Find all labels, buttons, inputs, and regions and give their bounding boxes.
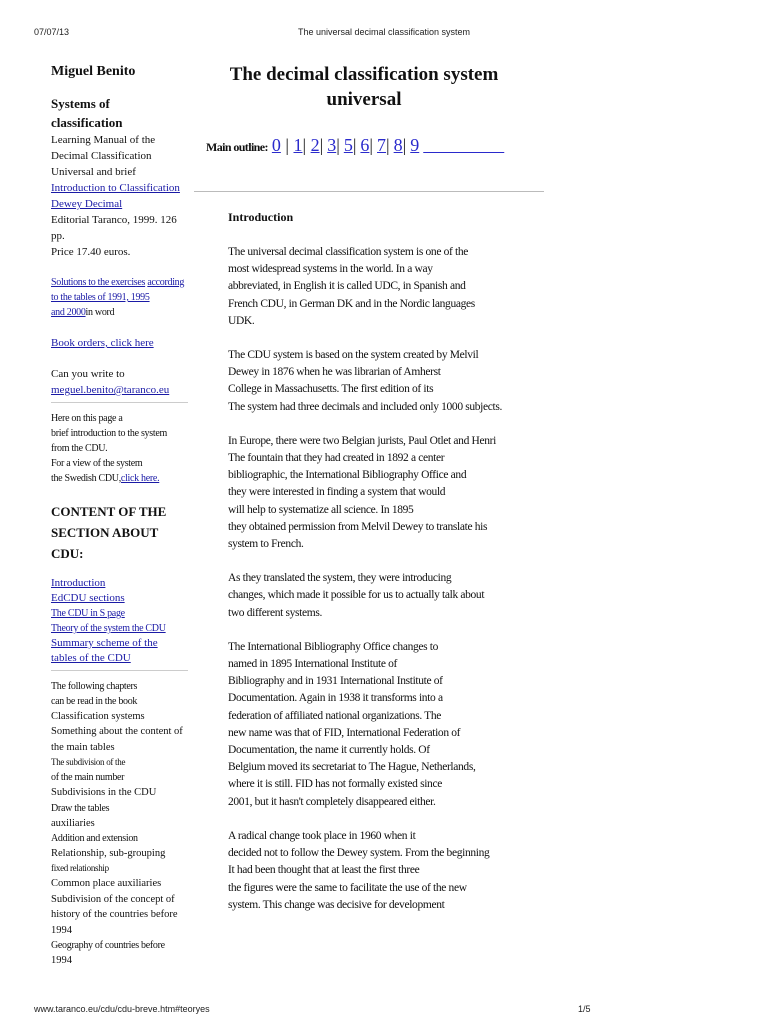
sidebar <box>51 62 186 968</box>
outline-separator: | <box>280 135 294 155</box>
page-intro <box>51 411 186 486</box>
paragraph <box>228 570 485 622</box>
chapters-list <box>51 679 186 968</box>
chapter-line: Subdivisions in the CDU <box>51 787 157 799</box>
chapter-line: 1994 <box>51 924 72 936</box>
book-desc-line: Universal and brief <box>51 166 136 178</box>
chapter-line: Classification systems <box>51 711 145 722</box>
chapter-line: Something about the content of <box>51 726 183 738</box>
chapter-line: Geography of countries before <box>51 940 165 952</box>
section-link-tables[interactable]: tables of the CDU <box>51 652 131 664</box>
chapter-line: fixed relationship <box>51 863 109 874</box>
paragraph-line: where it is still. FID has not formally existed since <box>228 778 442 791</box>
chapter-line: Subdivision of the concept of <box>51 893 175 905</box>
chapter-line: the main tables <box>51 741 115 753</box>
divider <box>51 670 188 671</box>
outline-link-8[interactable]: 8 <box>393 135 403 155</box>
paragraph-line: Belgium moved its secretariat to The Hague, Netherlands, <box>228 761 476 774</box>
book-title-line: classification <box>51 115 123 130</box>
outline-link-1[interactable]: 1 <box>293 135 303 155</box>
outline-separator: | <box>369 135 374 155</box>
chapter-line: The following chapters <box>51 681 138 692</box>
section-link-theory[interactable]: Theory of the system the CDU <box>51 623 166 634</box>
outline-link-5[interactable]: 5 <box>343 135 353 155</box>
section-link-summary[interactable]: Summary scheme of the <box>51 637 158 649</box>
content-heading-line: SECTION ABOUT <box>51 525 159 540</box>
outline-separator: | <box>352 135 357 155</box>
book-desc-link[interactable]: Introduction to Classification <box>51 182 180 194</box>
publisher-line: pp. <box>51 230 65 242</box>
dewey-decimal-link[interactable]: Dewey Decimal <box>51 198 123 210</box>
book-description <box>51 132 186 260</box>
page-intro-line: from the CDU. <box>51 443 108 454</box>
chapter-line: of the main number <box>51 772 125 784</box>
paragraph <box>228 639 476 811</box>
chapter-line: 1994 <box>51 955 72 967</box>
outline-label: Main outline: <box>206 140 268 154</box>
paragraph <box>228 433 496 553</box>
print-url: www.taranco.eu/cdu/cdu-breve.htm#teoryes <box>34 1004 210 1014</box>
outline-blank-links <box>423 135 504 155</box>
page-title-line: universal <box>326 89 402 110</box>
print-page-title: The universal decimal classification system <box>297 27 471 37</box>
write-label: Can you write to <box>51 368 125 380</box>
content-heading-line: CONTENT OF THE <box>51 504 167 519</box>
outline-separator: | <box>319 135 324 155</box>
section-link-sections[interactable]: EdCDU sections <box>51 592 125 604</box>
header-divider <box>194 191 544 192</box>
paragraph-line: The International Bibliography Office changes to <box>228 640 439 653</box>
outline-separator: | <box>402 135 407 155</box>
book-title-line: Systems of <box>51 96 110 111</box>
book-title <box>51 94 186 132</box>
publisher-line: Editorial Taranco, 1999. 126 <box>51 214 177 226</box>
section-link-page[interactable]: The CDU in S page <box>51 608 125 619</box>
author-name: Miguel Benito <box>51 64 136 79</box>
paragraph-line: Documentation. Again in 1938 it transforms into a <box>228 692 443 705</box>
paragraph-line: they were interested in finding a system that would <box>228 486 446 499</box>
paragraph-line: system. This change was decisive for development <box>228 898 445 911</box>
page-title <box>196 62 532 112</box>
paragraph-line: changes, which made it possible for us to actually talk about <box>228 589 485 602</box>
article <box>228 209 503 931</box>
chapter-line: Common place auxiliaries <box>51 878 162 890</box>
chapter-line: can be read in the book <box>51 696 138 707</box>
page-title-line: The decimal classification system <box>229 64 499 85</box>
outline-link-9[interactable]: 9 <box>410 135 420 155</box>
outline-separator: | <box>336 135 340 155</box>
chapter-line: auxiliaries <box>51 817 95 829</box>
paragraph-line: The system had three decimals and included only 1000 subjects. <box>228 400 503 413</box>
print-page-number: 1/5 <box>578 1004 591 1014</box>
paragraph-line: decided not to follow the Dewey system. From the beginning <box>228 847 490 860</box>
section-link-introduction[interactable]: Introduction <box>51 577 106 589</box>
paragraph-line: two different systems. <box>228 606 322 619</box>
paragraph-line: College in Massachusetts. The first edition of its <box>228 383 434 396</box>
page-intro-line: Here on this page a <box>51 413 123 424</box>
paragraph-line: A radical change took place in 1960 when it <box>228 829 416 842</box>
chapter-line: The subdivision of the <box>51 757 126 768</box>
section-links <box>51 576 186 666</box>
chapter-line: Addition and extension <box>51 833 138 845</box>
book-desc-line: Decimal Classification <box>51 150 152 162</box>
paragraph-line: In Europe, there were two Belgian jurists, Paul Otlet and Henri <box>228 434 496 447</box>
paragraph-line: the figures were the same to facilitate the use of the new <box>228 881 467 894</box>
outline-link-0[interactable]: 0 <box>271 135 281 155</box>
outline-separator: | <box>386 135 390 155</box>
introduction-heading: Introduction <box>228 210 294 224</box>
book-desc-line: Learning Manual of the <box>51 134 156 146</box>
paragraph-line: bibliographic, the International Bibliography Office and <box>228 469 467 482</box>
solutions-block <box>51 275 186 320</box>
paragraph-line: system to French. <box>228 538 304 551</box>
content-heading-line: CDU: <box>51 546 84 561</box>
paragraph-line: will help to systematize all science. In 1895 <box>228 503 414 516</box>
outline-separator: | <box>302 135 311 155</box>
view-line: For a view of the system <box>51 458 143 469</box>
content-heading <box>51 501 186 564</box>
paragraph-line: The fountain that they had created in 1892 a center <box>228 452 445 465</box>
outline-link-3[interactable]: 3 <box>327 135 337 155</box>
book-orders-link[interactable]: Book orders, click here <box>51 337 154 349</box>
chapter-line: Relationship, sub-grouping <box>51 848 166 860</box>
solutions-link[interactable]: according to the tables of 1991, 1995 <box>51 277 185 303</box>
paragraph-line: new name was that of FID, International Federation of <box>228 726 461 739</box>
paragraph-line: most widespread systems in the world. In a way <box>228 263 433 276</box>
paragraph-line: 2001, but it hasn't completely disappeared either. <box>228 795 436 808</box>
email-link[interactable]: meguel.benito@taranco.eu <box>51 384 170 396</box>
paragraph-line: UDK. <box>228 314 255 327</box>
paragraph-line: The universal decimal classification system is one of the <box>228 246 469 258</box>
paragraph-line: abbreviated, in English it is called UDC, in Spanish and <box>228 280 466 293</box>
paragraph-line: It had been thought that at least the first three <box>228 864 420 877</box>
paragraph <box>228 828 490 914</box>
view-prefix: the Swedish CDU, <box>51 473 121 484</box>
paragraph-line: French CDU, in German DK and in the Nordic languages <box>228 297 475 310</box>
solutions-link[interactable]: and 2000 <box>51 307 86 318</box>
paragraph-line: Documentation, the name it currently holds. Of <box>228 744 430 757</box>
paragraph <box>228 347 503 416</box>
paragraph-line: The CDU system is based on the system created by Melvil <box>228 349 479 362</box>
chapter-line: Draw the tables <box>51 802 110 814</box>
solutions-link[interactable]: Solutions to the exercises <box>51 277 146 288</box>
paragraph-line: federation of affiliated national organizations. The <box>228 709 441 722</box>
divider <box>51 402 188 403</box>
main-outline-nav <box>206 135 546 156</box>
paragraph-line: Dewey in 1876 when he was librarian of Amherst <box>228 366 441 379</box>
paragraph-line: As they translated the system, they were introducing <box>228 572 452 585</box>
print-date: 07/07/13 <box>34 27 70 37</box>
swedish-cdu-link[interactable]: click here. <box>120 473 160 484</box>
outline-link-6[interactable]: 6 <box>360 135 370 155</box>
paragraph-line: they obtained permission from Melvil Dewey to translate his <box>228 520 488 533</box>
page-intro-line: brief introduction to the system <box>51 428 167 439</box>
outline-link-7[interactable]: 7 <box>377 135 387 155</box>
chapter-line: history of the countries before <box>51 909 178 921</box>
paragraph-line: named in 1895 International Institute of <box>228 658 397 671</box>
solutions-suffix: in word <box>85 307 115 318</box>
paragraph-line: Bibliography and in 1931 International Institute of <box>228 675 443 688</box>
price: Price 17.40 euros. <box>51 246 131 258</box>
paragraph <box>228 244 475 330</box>
outline-link-2[interactable]: 2 <box>310 135 320 155</box>
